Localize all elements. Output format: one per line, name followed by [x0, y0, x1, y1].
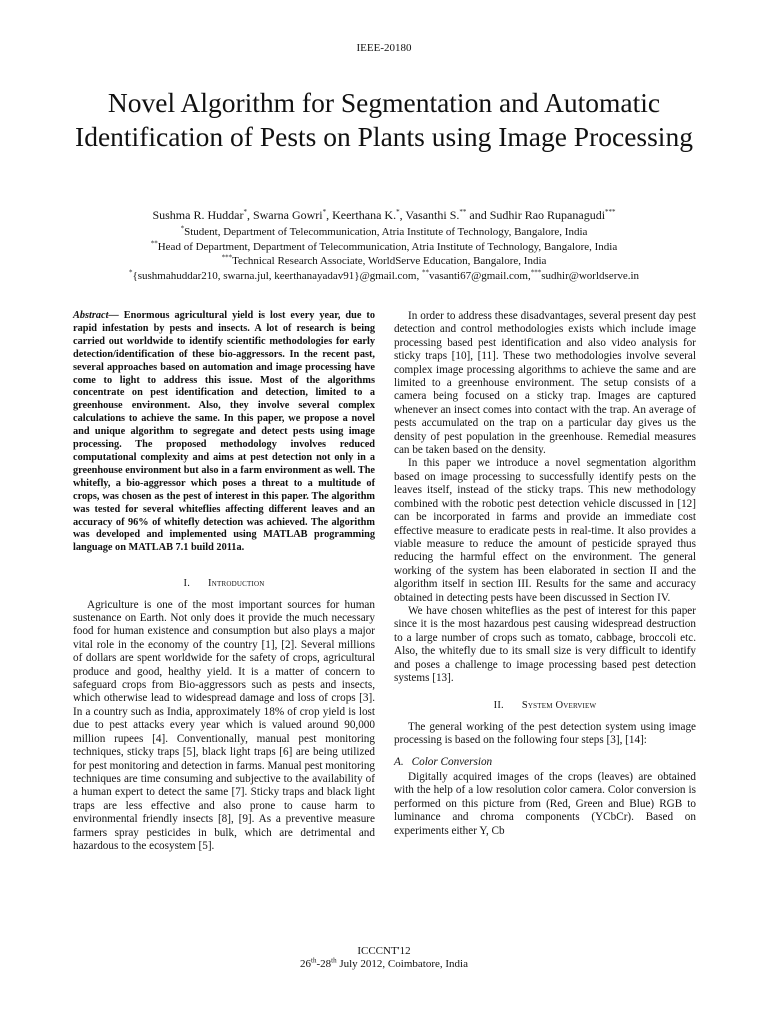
paragraph: In this paper we introduce a novel segmentation algorithm based on image processing to successfully identify pests on the leaves itself, instead of the sticky traps. This new methodology combined with the robotic pest detection vehicle discussed in [12] can be incorporated in farms and provide an immediate cost effective measure to eradicate pests in real-time. It also provides a viable measure to reduce the amount of pesticide sprayed thus reducing the harmful effect on the environment. The general working of the system has been elaborated in section II and the algorithm itself in section III. Results for the same and accuracy obtained in detecting pests have been discussed in Section IV. — [394, 457, 696, 604]
subsection-heading-color-conversion — [394, 756, 696, 769]
email-text: vasanti67@gmail.com, — [428, 269, 531, 282]
affiliation-text: Student, Department of Telecommunication, Atria Institute of Technology, Bangalore, India — [184, 226, 588, 238]
author-name: and Sudhir Rao Rupanagudi — [466, 208, 606, 222]
paragraph: Digitally acquired images of the crops (leaves) are obtained with the help of a low resolution color camera. Color conversion is performed on this picture from (Red, Green and Blue) RGB to luminance and chroma components (YCbCr). Based on experiments either Y, Cb — [394, 771, 696, 837]
subsection-letter: A. — [394, 755, 404, 768]
email-text: sudhir@worldserve.in — [541, 269, 640, 282]
author-name: , Vasanthi S. — [399, 208, 460, 222]
author-mark: * — [396, 208, 400, 216]
affiliation-mark: *** — [530, 267, 542, 276]
left-column — [73, 310, 375, 853]
affiliation-line — [40, 254, 728, 269]
abstract-text: Enormous agricultural yield is lost every year, due to rapid infestation by pests and insects. A lot of research is being carried out worldwide to identify scientific methodologies for early detection/identification of these bio-aggressors. In the recent past, several approaches based on automation and image processing have come to light to address this issue. Most of the algorithms concentrate on pest identification and detection, limited to a greenhouse environment. Also, they involve several complex calculations to achieve the same. In this paper, we propose a novel and unique algorithm to segregate and detect pests using image processing. The proposed methodology involves reduced computational complexity and aims at pest detection not only in a greenhouse environment but also in a farm environment as well. The whitefly, a bio-aggressor which poses a threat to a multitude of crops, was chosen as the pest of interest in this paper. The algorithm was tested for several whiteflies affecting different leaves and an accuracy of 96% of whitefly detection was achieved. The algorithm was developed and implemented using MATLAB programming language on MATLAB 7.1 build 2011a. — [73, 310, 375, 554]
section-title: Introduction — [208, 578, 265, 590]
affiliation-mark: ** — [150, 238, 158, 247]
date-part: 26 — [300, 958, 312, 970]
author-list — [40, 207, 728, 223]
running-header: IEEE-20180 — [356, 42, 412, 54]
author-name: , Swarna Gowri — [246, 208, 323, 222]
affiliation-mark: * — [128, 267, 133, 276]
email-line — [40, 269, 728, 284]
paragraph: In order to address these disadvantages, several present day pest detection and control methodologies exists which include image processing based pest identification and also video analysis for sticky traps [10], [11]. These two methodologies involve several complex image processing algorithms to achieve the same and are limited to a greenhouse environment. The setup consists of a camera being focused on a sticky trap. Images are captured whenever an insect comes into contact with the trap. An average of pests accumulated on the trap on a particular day gives us the density of pest population in the greenhouse. Remedial measures can be taken based on the density. — [394, 310, 696, 457]
conference-date — [0, 958, 768, 971]
affiliation-mark: *** — [221, 253, 233, 262]
abstract — [73, 310, 375, 555]
affiliation-mark: ** — [421, 267, 429, 276]
affiliation-line — [40, 225, 728, 240]
author-mark: * — [243, 208, 247, 216]
paragraph: We have chosen whiteflies as the pest of interest for this paper since it is the most hazardous pest causing widespread destruction to a large number of crops such as tomato, cabbage, broccoli etc. Also, the whitefly due to its small size is very difficult to identify and poses a challenge to image processing based pest detection systems [13]. — [394, 604, 696, 684]
date-suffix: th — [331, 956, 337, 965]
paragraph: The general working of the pest detection system using image processing is based on the following four steps [3], [14]: — [394, 720, 696, 747]
section-heading-system-overview — [394, 699, 696, 712]
conference-name: ICCCNT'12 — [357, 945, 411, 957]
affiliation-text: Technical Research Associate, WorldServe Education, Bangalore, India — [232, 255, 547, 267]
author-mark: * — [322, 208, 327, 216]
affiliation-mark: * — [180, 224, 185, 233]
paper-title: Novel Algorithm for Segmentation and Automatic Identification of Pests on Plants using Image Processing — [75, 87, 693, 152]
section-number: I. — [183, 578, 191, 590]
paragraph: Agriculture is one of the most important sources for human sustenance on Earth. Not only does it provide the much necessary food for human existence and consumption but also plays a major vital role in the economy of the country [1], [2]. Several millions of dollars are spent worldwide for the safety of crops, agricultural produce and good, healthy yield. It is a matter of concern to safeguard crops from Bio-aggressors such as pests and insects, which otherwise lead to widespread damage and loss of crops [3]. In a country such as India, approximately 18% of crop yield is lost due to pest attacks every year which is valued around 90,000 million rupees [4]. Conventionally, manual pest monitoring techniques, sticky traps [5], black light traps [6] are being utilized for pest monitoring and detection in farms. Manual pest monitoring techniques are time consuming and subjective to the availability of a human expert to detect the same [7]. Sticky traps and black light traps are less effective and also prone to cause harm to environmental friendly insects [8], [9]. As a preventive measure farmers spray pesticides in bulk, which are detrimental and hazardous to the ecosystem [5]. — [73, 598, 376, 852]
email-text: {sushmahuddar210, swarna.jul, keerthanayadav91}@gmail.com, — [132, 269, 422, 282]
date-part: July 2012, Coimbatore, India — [336, 958, 468, 970]
author-name: Sushma R. Huddar — [152, 208, 244, 222]
author-name: , Keerthana K. — [326, 208, 397, 222]
author-mark: ** — [459, 208, 467, 216]
right-column — [394, 310, 696, 838]
section-number: II. — [493, 700, 504, 712]
section-title: System Overview — [521, 700, 597, 712]
date-part: -28 — [316, 958, 332, 970]
affiliation-line — [40, 240, 728, 255]
affiliations — [40, 225, 728, 283]
subsection-title: Color Conversion — [411, 755, 493, 768]
abstract-label: Abstract— — [73, 310, 119, 321]
affiliation-text: Head of Department, Department of Telecommunication, Atria Institute of Technology, Bangalore, India — [157, 240, 618, 253]
author-mark: *** — [605, 208, 616, 216]
date-suffix: th — [311, 956, 317, 965]
section-heading-introduction — [73, 577, 375, 590]
footer — [0, 945, 768, 971]
